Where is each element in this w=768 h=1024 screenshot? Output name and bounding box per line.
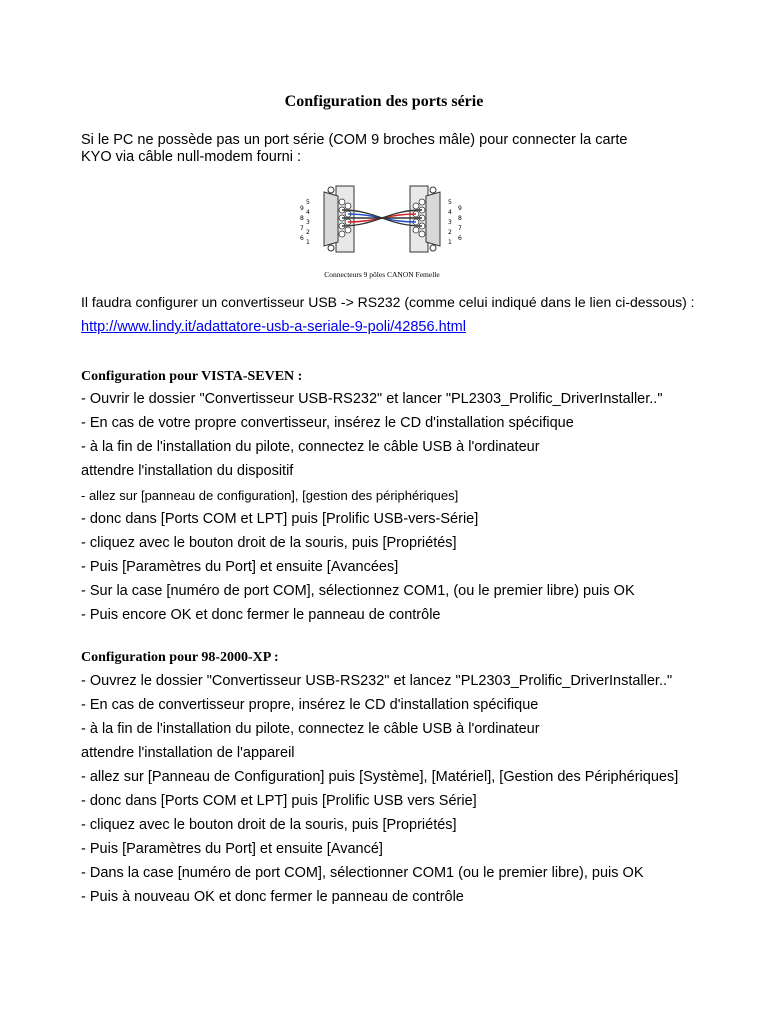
vista-line: - allez sur [panneau de configuration], [gestion des périphériques] (81, 488, 459, 503)
xp-line: - Puis à nouveau OK et donc fermer le panneau de contrôle (81, 889, 464, 905)
right-pin-label: 1 (448, 239, 452, 246)
diagram-caption: Connecteurs 9 pôles CANON Femelle (324, 270, 440, 279)
xp-line: attendre l'installation de l'appareil (81, 745, 295, 761)
right-pin-label: 9 (458, 205, 462, 212)
vista-heading: Configuration pour VISTA-SEVEN : (81, 369, 303, 384)
left-pin-label: 9 (300, 205, 304, 212)
xp-line: - allez sur [Panneau de Configuration] puis [Système], [Matériel], [Gestion des Périphériques] (81, 769, 679, 785)
right-pin-label: 7 (458, 225, 462, 232)
vista-line: - Puis encore OK et donc fermer le panneau de contrôle (81, 607, 441, 623)
left-pin-label: 2 (306, 229, 310, 236)
xp-line: - Ouvrez le dossier "Convertisseur USB-RS232" et lancez "PL2303_Prolific_DriverInstaller.." (81, 673, 673, 689)
right-pin-label: 8 (458, 215, 462, 222)
xp-line: - à la fin de l'installation du pilote, connectez le câble USB à l'ordinateur (81, 721, 540, 737)
usb-note: Il faudra configurer un convertisseur USB -> RS232 (comme celui indiqué dans le lien ci-dessous) : (81, 294, 695, 310)
left-pin-label: 1 (306, 239, 310, 246)
page-title: Configuration des ports série (284, 93, 484, 110)
intro-line-1: Si le PC ne possède pas un port série (COM 9 broches mâle) pour connecter la carte (81, 132, 628, 148)
xp-line: - En cas de convertisseur propre, insérez le CD d'installation spécifique (81, 697, 539, 713)
left-pin-label: 8 (300, 215, 304, 222)
right-connector (410, 186, 440, 252)
right-pin-label: 3 (448, 219, 452, 226)
left-pin-label: 7 (300, 225, 304, 232)
intro-line-2: KYO via câble null-modem fourni : (81, 149, 302, 165)
intro-paragraph (81, 132, 721, 166)
left-pin-label: 3 (306, 219, 310, 226)
vista-line: - cliquez avec le bouton droit de la souris, puis [Propriétés] (81, 535, 457, 551)
xp-heading: Configuration pour 98-2000-XP : (81, 650, 279, 665)
left-connector (324, 186, 354, 252)
right-pin-label: 4 (448, 209, 452, 216)
vista-line: - donc dans [Ports COM et LPT] puis [Prolific USB-vers-Série] (81, 511, 479, 527)
vista-line: - à la fin de l'installation du pilote, connectez le câble USB à l'ordinateur (81, 439, 540, 455)
left-pin-label: 5 (306, 199, 310, 206)
lindy-link[interactable]: http://www.lindy.it/adattatore-usb-a-seriale-9-poli/42856.html (81, 319, 466, 335)
left-pin-label: 6 (300, 235, 304, 242)
right-pin-label: 2 (448, 229, 452, 236)
xp-line: - Puis [Paramètres du Port] et ensuite [Avancé] (81, 841, 383, 857)
xp-line: - Dans la case [numéro de port COM], sélectionner COM1 (ou le premier libre), puis OK (81, 865, 644, 881)
vista-line: attendre l'installation du dispositif (81, 463, 294, 479)
vista-line: - Puis [Paramètres du Port] et ensuite [Avancées] (81, 559, 399, 575)
right-pin-label: 5 (448, 199, 452, 206)
right-pin-label: 6 (458, 235, 462, 242)
vista-line: - Ouvrir le dossier "Convertisseur USB-RS232" et lancer "PL2303_Prolific_DriverInstaller.." (81, 391, 663, 407)
left-pin-label: 4 (306, 209, 310, 216)
vista-line: - En cas de votre propre convertisseur, insérez le CD d'installation spécifique (81, 415, 574, 431)
vista-line: - Sur la case [numéro de port COM], sélectionnez COM1, (ou le premier libre) puis OK (81, 583, 635, 599)
null-modem-diagram (296, 180, 468, 282)
xp-line: - donc dans [Ports COM et LPT] puis [Prolific USB vers Série] (81, 793, 477, 809)
xp-line: - cliquez avec le bouton droit de la souris, puis [Propriétés] (81, 817, 457, 833)
